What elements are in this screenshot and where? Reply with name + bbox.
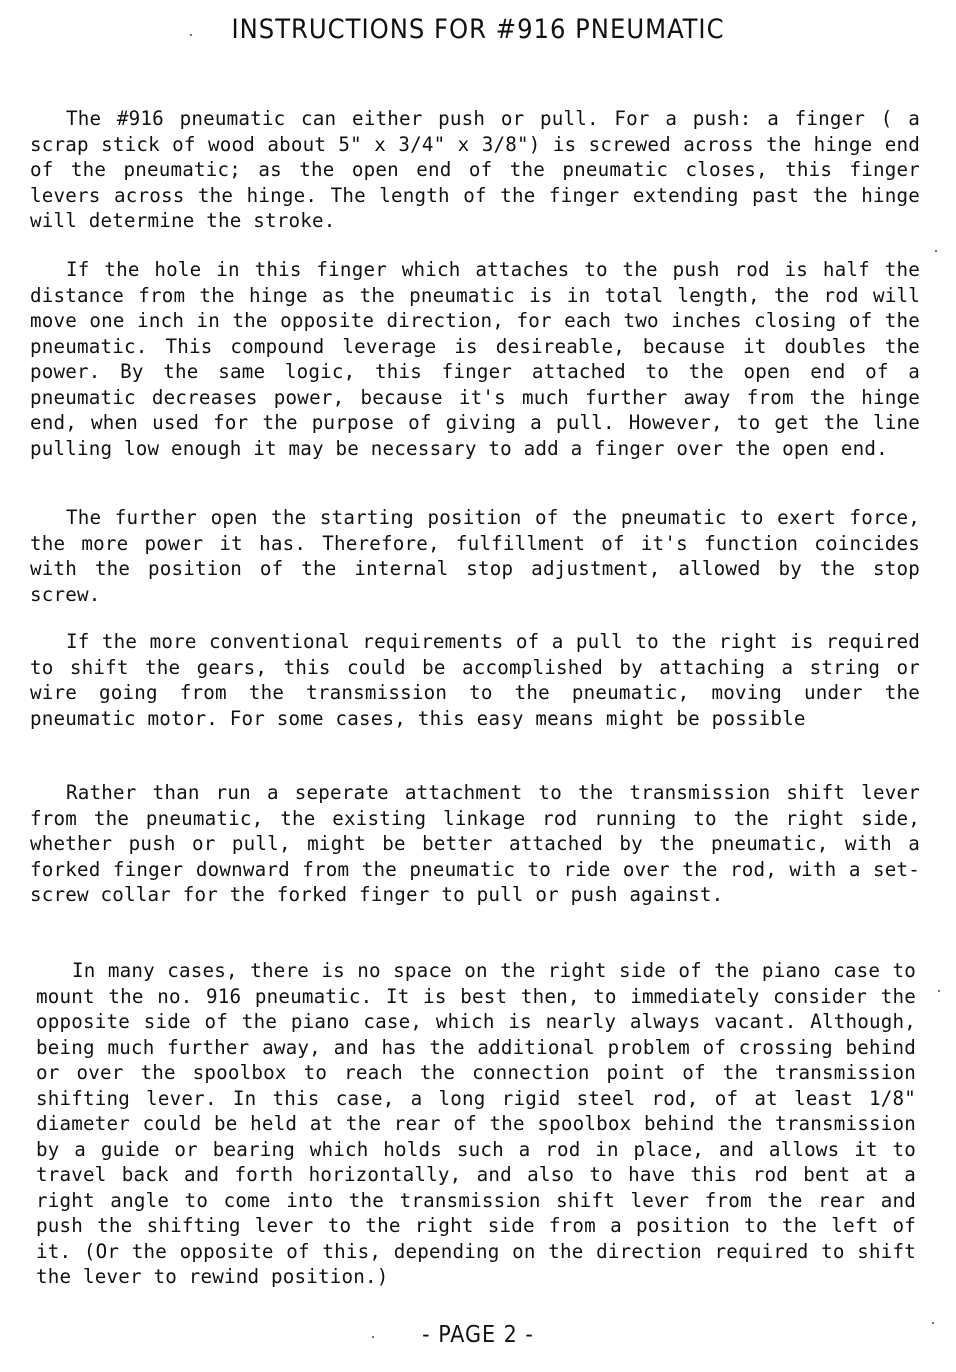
paragraph-linkage-rod: [30, 780, 920, 908]
scan-speck: [938, 990, 940, 992]
scan-speck: [372, 1336, 374, 1338]
paragraph-compound-leverage: [30, 257, 920, 461]
paragraph-push-pull: [30, 106, 920, 234]
paragraph-opposite-side: [36, 958, 916, 1290]
paragraph-starting-position: [30, 505, 920, 607]
paragraph-conventional-pull: [30, 629, 920, 731]
paragraph-text: If the more conventional requirements of a pull to the right is required to shift the gears, this could be accomplished by attaching a string or wire going from the transmission to the pneumatic, moving under the pneumatic motor. For some cases, this easy means might be possible: [30, 630, 920, 730]
paragraph-text: The #916 pneumatic can either push or pull. For a push: a finger ( a scrap stick of wood about 5" x 3/4" x 3/8") is screwed across the hinge end of the pneumatic; as the open end of the pneumatic closes, this finger levers across the hinge. The length of the finger extending past the hinge will determine the stroke.: [30, 107, 920, 232]
page-title: INSTRUCTIONS FOR #916 PNEUMATIC: [231, 14, 725, 45]
scan-speck: [932, 1322, 934, 1324]
paragraph-text: In many cases, there is no space on the right side of the piano case to mount the no. 916 pneumatic. It is best then, to immediately consider the opposite side of the piano case, which is nearly always vacant. Although, being much further away, and has the additional problem of crossing behind or over the spoolbox to reach the connection point of the transmission shifting lever. In this case, a long rigid steel rod, of at least 1/8" diameter could be held at the rear of the spoolbox behind the transmission by a guide or bearing which holds such a rod in place, and allows it to travel back and forth horizontally, and also to have this rod bent at a right angle to come into the transmission shift lever from the rear and push the shifting lever to the right side from a position to the left of it. (Or the opposite of this, depending on the direction required to shift the lever to rewind position.): [36, 959, 916, 1288]
paragraph-text: Rather than run a seperate attachment to the transmission shift lever from the pneumatic, the existing linkage rod running to the right side, whether push or pull, might be better attached by the pneumatic, with a forked finger downward from the pneumatic to ride over the rod, with a set-screw collar for the forked finger to pull or push against.: [30, 781, 920, 906]
scan-speck: [935, 250, 937, 252]
scan-speck: [190, 34, 192, 36]
page-number: - PAGE 2 -: [422, 1322, 534, 1348]
paragraph-text: If the hole in this finger which attaches to the push rod is half the distance from the hinge as the pneumatic is in total length, the rod will move one inch in the opposite direction, for each two inches closing of the pneumatic. This compound leverage is desireable, because it doubles the power. By the same logic, this finger attached to the open end of a pneumatic decreases power, because it's much further away from the hinge end, when used for the purpose of giving a pull. However, to get the line pulling low enough it may be necessary to add a finger over the open end.: [30, 258, 920, 460]
paragraph-text: The further open the starting position of the pneumatic to exert force, the more power it has. Therefore, fulfillment of it's function coincides with the position of the internal stop adjustment, allowed by the stop screw.: [30, 506, 920, 606]
